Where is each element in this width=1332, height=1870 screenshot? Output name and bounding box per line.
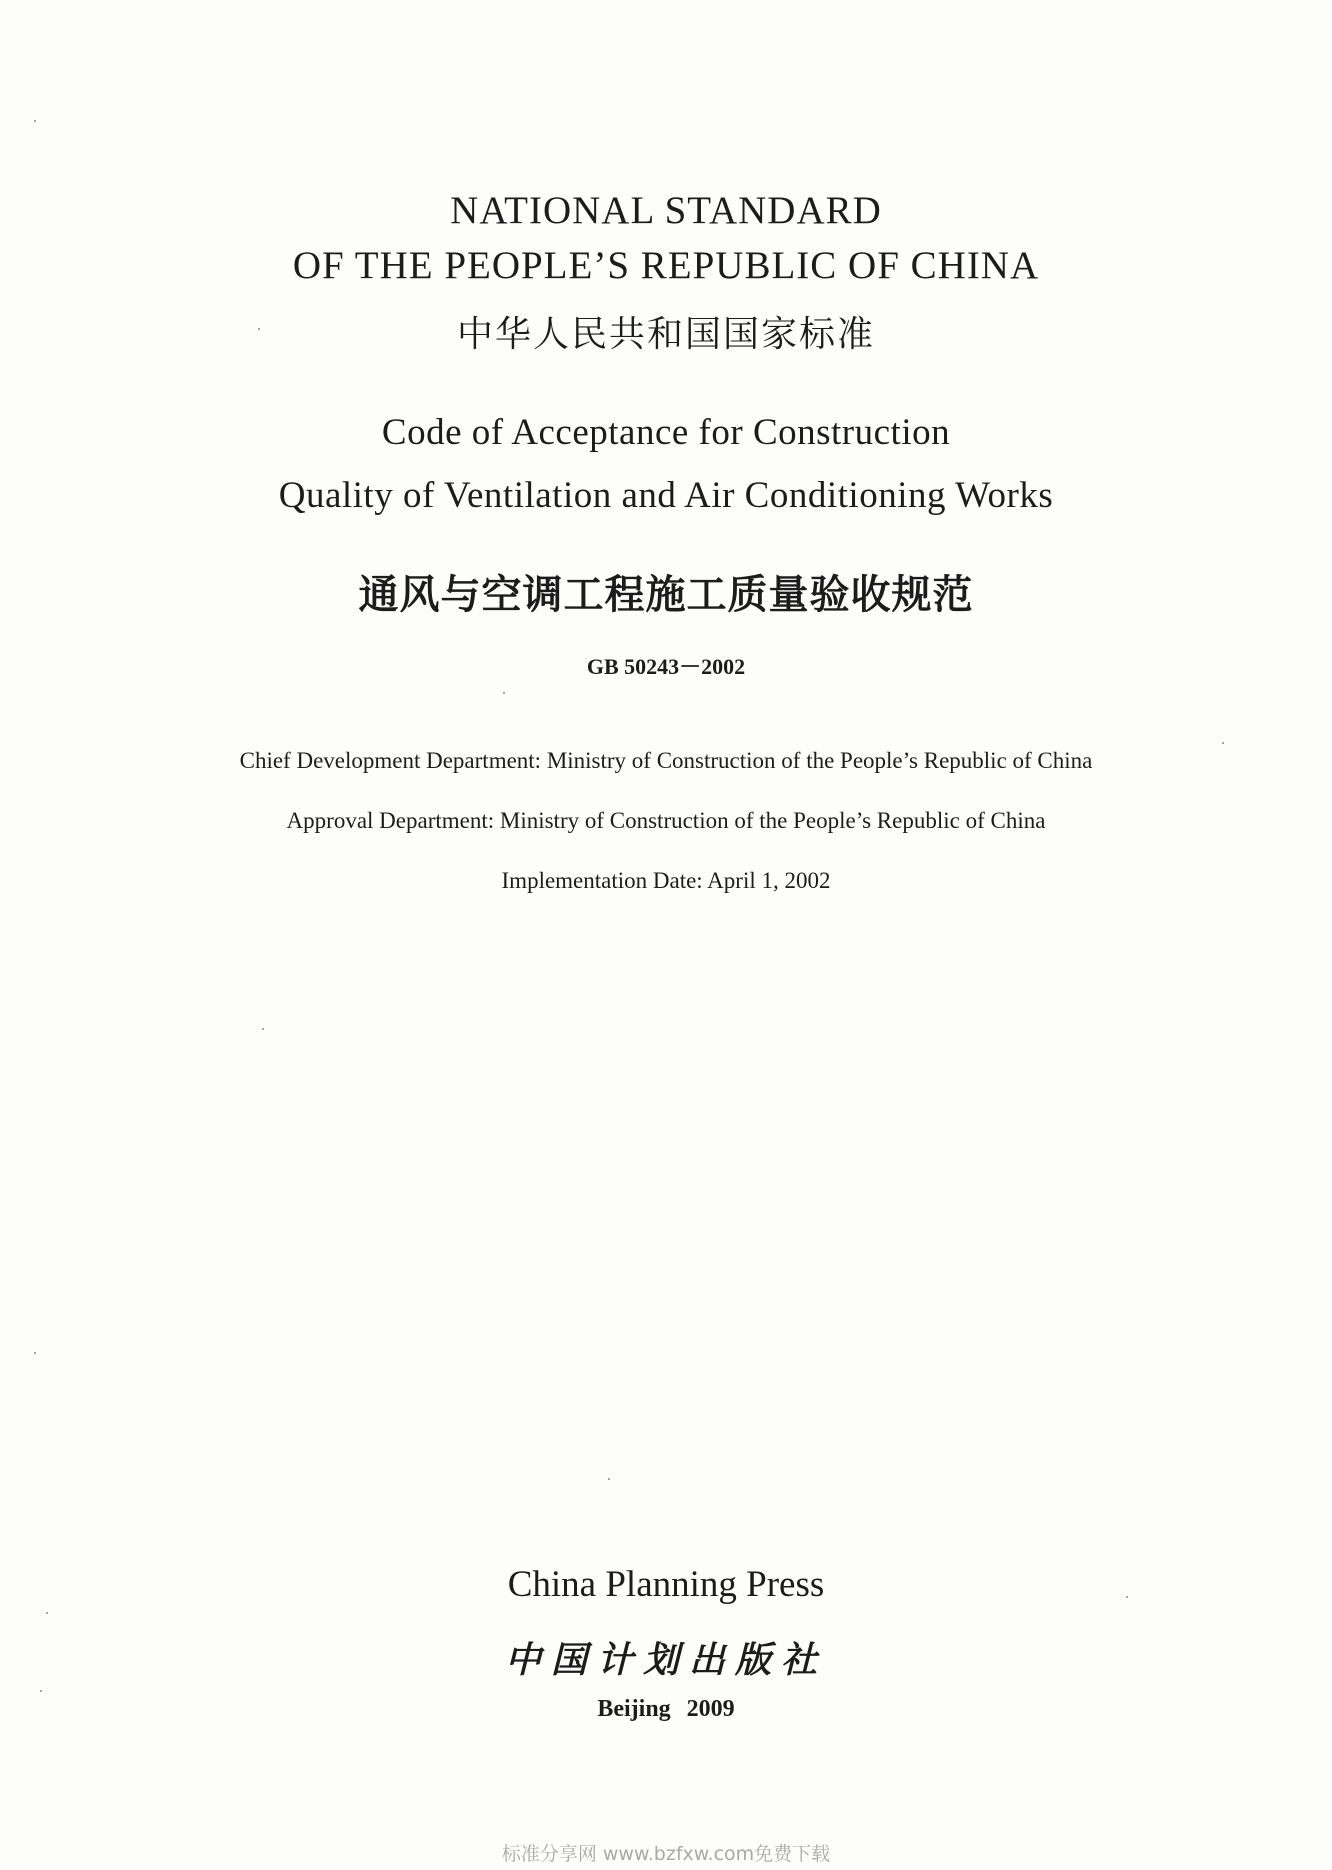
scan-speck <box>262 1028 264 1030</box>
publisher-name-chinese: 中国计划出版社 <box>504 1639 827 1681</box>
publisher-name-english: China Planning Press <box>507 1564 825 1605</box>
scan-speck <box>608 1478 610 1480</box>
chief-development-department: Chief Development Department: Ministry of Construction of the People’s Republic of China <box>239 748 1093 773</box>
scan-speck <box>503 692 505 694</box>
scan-speck <box>1222 742 1224 744</box>
scan-speck <box>46 1612 48 1614</box>
header-line-prc: OF THE PEOPLE’S REPUBLIC OF CHINA <box>292 244 1040 287</box>
scan-speck <box>1126 1596 1128 1598</box>
approval-department: Approval Department: Ministry of Construction of the People’s Republic of China <box>286 808 1046 833</box>
implementation-date: Implementation Date: April 1, 2002 <box>501 868 831 893</box>
title-english-line-2: Quality of Ventilation and Air Conditioning Works <box>278 475 1054 516</box>
scan-speck <box>258 328 260 330</box>
title-chinese: 通风与空调工程施工质量验收规范 <box>358 572 974 618</box>
scan-speck <box>34 1352 36 1354</box>
header-chinese: 中华人民共和国国家标准 <box>456 314 875 355</box>
standard-number: GB 50243－2002 <box>586 654 746 679</box>
publisher-place-year: Beijing 2009 <box>597 1696 735 1722</box>
scan-speck <box>34 120 36 122</box>
scan-speck <box>40 1690 42 1692</box>
footer-watermark: 标准分享网 www.bzfxw.com免费下载 <box>501 1843 831 1865</box>
header-line-national-standard: NATIONAL STANDARD <box>450 189 882 232</box>
title-english-line-1: Code of Acceptance for Construction <box>381 412 951 453</box>
